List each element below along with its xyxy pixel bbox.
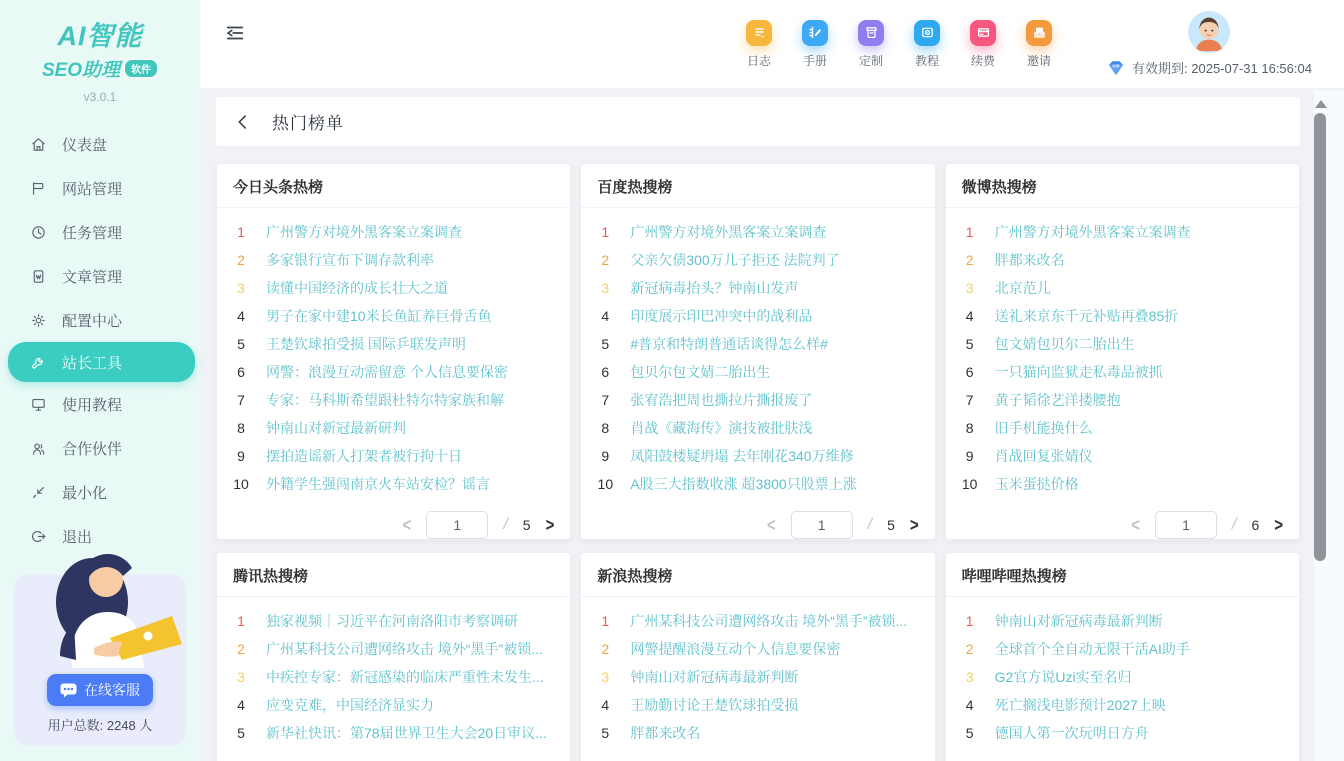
hot-board-card: [216, 552, 571, 761]
hot-item-link[interactable]: 摆拍造谣新人打架者被行拘十日: [266, 448, 462, 464]
board-list: [946, 208, 1299, 498]
hot-item-link[interactable]: 外籍学生强闯南京火车站安检？谣言: [266, 476, 490, 492]
hot-item-link[interactable]: 胖都来改名: [994, 252, 1065, 268]
online-service-button[interactable]: [47, 674, 153, 706]
rank-number: 1: [965, 613, 974, 629]
rank-number: 1: [601, 613, 610, 629]
vip-badge-icon: [1106, 60, 1126, 76]
list-item: [958, 246, 1285, 274]
log-icon: [746, 20, 772, 46]
sidebar-item-label: 配置中心: [62, 312, 123, 330]
sidebar-item-minimize[interactable]: [0, 470, 200, 514]
quick-action-customize[interactable]: [858, 20, 884, 69]
total-pages: 6: [1251, 517, 1260, 533]
chat-bubble-icon: [60, 683, 77, 698]
dashboard-icon: [30, 136, 47, 153]
page-number-input[interactable]: 1: [1155, 511, 1217, 539]
hot-item-link[interactable]: 新冠病毒抬头？钟南山发声: [630, 280, 799, 296]
quick-action-label: 定制: [858, 53, 883, 68]
hot-item-link[interactable]: 包文婧包贝尔二胎出生: [994, 336, 1135, 352]
prev-page-button[interactable]: <: [766, 514, 776, 536]
online-service-label: 在线客服: [84, 682, 140, 698]
rank-number: 5: [601, 725, 610, 741]
hot-item-link[interactable]: 广州某科技公司遭网络攻击 境外“黑手”被锁...: [630, 613, 908, 629]
list-item: [229, 358, 556, 386]
hot-item-link[interactable]: 王励勤讨论王楚钦球拍受损: [630, 697, 799, 713]
rank-number: 5: [601, 336, 610, 352]
quick-action-log[interactable]: [746, 20, 772, 69]
list-item: [229, 386, 556, 414]
hot-item-link[interactable]: 旧手机能换什么: [994, 420, 1093, 436]
list-item: [593, 246, 920, 274]
hot-item-link[interactable]: 广州警方对境外黑客案立案调查: [630, 224, 827, 240]
sidebar-item-article[interactable]: [0, 254, 200, 298]
quick-action-label: 手册: [802, 53, 827, 68]
rank-number: 5: [237, 336, 245, 352]
hot-item-link[interactable]: 王楚钦球拍受损 国际乒联发声明: [266, 336, 466, 352]
hot-boards-grid: [216, 163, 1300, 761]
hot-board-card: [945, 163, 1300, 540]
hot-item-link[interactable]: 专家：马科斯希望跟杜特尔特家族和解: [266, 392, 504, 408]
list-item: [229, 719, 556, 747]
list-item: [958, 386, 1285, 414]
hot-item-link[interactable]: 新华社快讯：第78届世界卫生大会20日审议...: [266, 725, 547, 741]
list-item: [593, 218, 920, 246]
prev-page-button[interactable]: <: [1131, 514, 1140, 536]
hot-board-card: [580, 163, 935, 540]
rank-number: 4: [601, 697, 610, 713]
rank-number: 7: [965, 392, 974, 408]
sidebar-item-label: 任务管理: [62, 224, 123, 242]
rank-number: 5: [237, 725, 245, 741]
hot-board-card: [945, 552, 1300, 761]
hot-item-link[interactable]: 送礼来京东千元补贴再叠85折: [994, 308, 1179, 324]
list-item: [593, 414, 920, 442]
board-header: [946, 553, 1299, 597]
quick-action-label: 教程: [914, 53, 939, 68]
hot-item-link[interactable]: 钟南山对新冠病毒最新判断: [994, 613, 1163, 629]
page-separator: /: [503, 516, 508, 533]
app-version: v3.0.1: [83, 90, 117, 104]
rank-number: 9: [601, 448, 610, 464]
total-pages: 5: [522, 517, 531, 533]
rank-number: 2: [237, 252, 245, 268]
logo-text-secondary: [0, 55, 200, 82]
manual-icon: [802, 20, 828, 46]
rank-number: 4: [237, 308, 245, 324]
sidebar-item-label: 仪表盘: [62, 136, 108, 154]
list-item: [229, 330, 556, 358]
rank-number: 2: [965, 641, 974, 657]
pagination: [217, 498, 570, 539]
board-title: 微博热搜榜: [961, 179, 1037, 196]
rank-number: 1: [965, 224, 974, 240]
hot-item-link[interactable]: #普京和特朗普通话谈得怎么样#: [630, 336, 828, 352]
customer-service-illustration: [14, 528, 186, 676]
rank-number: 3: [601, 280, 610, 296]
usage-tutorial-icon: [30, 396, 47, 413]
list-item: [229, 442, 556, 470]
page-separator: /: [1231, 516, 1237, 533]
page-number-input[interactable]: 1: [426, 511, 488, 539]
quick-action-label: 续费: [970, 53, 995, 68]
sidebar-item-task[interactable]: [0, 210, 200, 254]
rank-number: 9: [237, 448, 245, 464]
rank-number: 1: [237, 613, 245, 629]
list-item: [593, 691, 920, 719]
page-separator: /: [867, 516, 873, 533]
sidebar-item-label: 站长工具: [62, 354, 123, 372]
sidebar-item-dashboard[interactable]: [0, 122, 200, 166]
hot-item-link[interactable]: 男子在家中建10米长鱼缸养巨骨舌鱼: [266, 308, 492, 324]
hot-item-link[interactable]: 钟南山对新冠病毒最新判断: [630, 669, 799, 685]
quick-actions: [746, 20, 1052, 69]
pagination: [581, 498, 934, 539]
rank-number: 6: [601, 364, 610, 380]
board-header: [581, 164, 934, 208]
sidebar-item-label: 合作伙伴: [62, 440, 123, 458]
list-item: [958, 663, 1285, 691]
rank-number: 7: [237, 392, 245, 408]
rank-number: 8: [601, 420, 610, 436]
app-logo: [0, 0, 200, 104]
list-item: [229, 274, 556, 302]
quick-action-label: 邀请: [1026, 53, 1051, 68]
board-list: [581, 597, 934, 747]
rank-number: 10: [233, 476, 249, 492]
rank-number: 3: [965, 669, 974, 685]
rank-number: 3: [601, 669, 610, 685]
hot-board-card: [216, 163, 571, 540]
next-page-button[interactable]: >: [909, 514, 919, 536]
list-item: [593, 719, 920, 747]
board-list: [946, 597, 1299, 747]
collapse-menu-icon: [224, 22, 246, 44]
board-header: [946, 164, 1299, 208]
board-title: 哔哩哔哩热搜榜: [961, 568, 1067, 585]
customer-service-panel: [14, 574, 186, 746]
main-area: [200, 0, 1344, 761]
article-icon: [30, 268, 47, 285]
list-item: [593, 274, 920, 302]
list-item: [229, 218, 556, 246]
quick-action-manual[interactable]: [802, 20, 828, 69]
hot-item-link[interactable]: 肖战《藏海传》演技被批肤浅: [630, 420, 813, 436]
avatar-image: [1188, 11, 1230, 53]
quick-action-label: 日志: [746, 53, 771, 68]
rank-number: 8: [237, 420, 245, 436]
next-page-button[interactable]: >: [545, 514, 555, 536]
total-pages: 5: [887, 517, 895, 533]
back-button[interactable]: [234, 113, 252, 131]
rank-number: 2: [601, 252, 610, 268]
website-icon: [30, 180, 47, 197]
sidebar-item-webmaster-tools[interactable]: [8, 342, 195, 382]
task-icon: [30, 224, 47, 241]
list-item: [229, 302, 556, 330]
board-title: 新浪热搜榜: [597, 568, 673, 585]
list-item: [593, 302, 920, 330]
list-item: [958, 414, 1285, 442]
hot-item-link[interactable]: 包贝尔包文婧二胎出生: [630, 364, 771, 380]
hot-item-link[interactable]: 张宥浩把周也撕拉片撕报废了: [630, 392, 813, 408]
sidebar-item-label: 网站管理: [62, 180, 123, 198]
logo-software-badge: 软件: [124, 59, 158, 78]
board-list: [217, 208, 570, 498]
user-profile: [1100, 11, 1318, 77]
content-area: [200, 88, 1344, 761]
list-item: [958, 358, 1285, 386]
hot-item-link[interactable]: 肖战回复张婧仪: [994, 448, 1093, 464]
hot-item-link[interactable]: 广州警方对境外黑客案立案调查: [994, 224, 1191, 240]
page-number-input[interactable]: 1: [791, 511, 853, 539]
svg-text:VIP: VIP: [1112, 63, 1120, 69]
list-item: [958, 274, 1285, 302]
board-title: 百度热搜榜: [597, 179, 673, 196]
rank-number: 4: [237, 697, 245, 713]
board-header: [581, 553, 934, 597]
quick-action-course[interactable]: [914, 20, 940, 69]
quick-action-renew[interactable]: [970, 20, 996, 69]
rank-number: 4: [965, 697, 974, 713]
list-item: [958, 607, 1285, 635]
list-item: [229, 470, 556, 498]
logo-text-primary: AI智能: [57, 21, 143, 51]
sidebar-item-partners[interactable]: [0, 426, 200, 470]
list-item: [229, 246, 556, 274]
hot-item-link[interactable]: 独家视频｜习近平在河南洛阳市考察调研: [266, 613, 518, 629]
list-item: [958, 218, 1285, 246]
sidebar-item-label: 文章管理: [62, 268, 123, 286]
rank-number: 1: [237, 224, 245, 240]
list-item: [593, 635, 920, 663]
rank-number: 6: [237, 364, 245, 380]
list-item: [593, 442, 920, 470]
hot-board-card: [580, 552, 935, 761]
invite-icon: [1026, 20, 1052, 46]
hot-item-link[interactable]: 凤阳鼓楼疑坍塌 去年刚花340万维修: [630, 448, 854, 464]
list-item: [593, 663, 920, 691]
rank-number: 4: [601, 308, 610, 324]
sidebar-item-label: 使用教程: [62, 396, 123, 414]
hot-item-link[interactable]: 胖都来改名: [630, 725, 701, 741]
hot-item-link[interactable]: G2官方说Uzi实至名归: [994, 669, 1132, 685]
rank-number: 5: [965, 336, 974, 352]
rank-number: 3: [965, 280, 974, 296]
sidebar-item-label: 最小化: [62, 484, 108, 502]
sidebar: [0, 0, 200, 761]
webmaster-tools-icon: [30, 354, 47, 371]
vip-expiry: [1106, 58, 1312, 77]
customize-icon: [858, 20, 884, 46]
course-icon: [914, 20, 940, 46]
list-item: [958, 442, 1285, 470]
list-item: [593, 358, 920, 386]
rank-number: 10: [961, 476, 978, 492]
config-icon: [30, 312, 47, 329]
board-title: 腾讯热搜榜: [233, 568, 309, 585]
renew-icon: [970, 20, 996, 46]
hot-item-link[interactable]: 印度展示印巴冲突中的战利品: [630, 308, 813, 324]
list-item: [229, 607, 556, 635]
hot-item-link[interactable]: 一只猫向监狱走私毒品被抓: [994, 364, 1163, 380]
list-item: [958, 635, 1285, 663]
hot-item-link[interactable]: 父亲欠债300万儿子拒还 法院判了: [630, 252, 840, 268]
quick-action-invite[interactable]: [1026, 20, 1052, 69]
next-page-button[interactable]: >: [1274, 514, 1283, 536]
hot-item-link[interactable]: 网警提醒浪漫互动个人信息要保密: [630, 641, 841, 657]
rank-number: 9: [965, 448, 974, 464]
rank-number: 7: [601, 392, 610, 408]
scrollbar-up-arrow[interactable]: [1315, 100, 1327, 108]
page-title: 热门榜单: [272, 114, 344, 133]
logo-text: SEO助理: [41, 60, 121, 81]
user-total-count: 用户总数: 2248 人: [47, 718, 153, 733]
list-item: [229, 414, 556, 442]
list-item: [229, 663, 556, 691]
list-item: [593, 470, 920, 498]
partners-icon: [30, 440, 47, 457]
board-header: [217, 164, 570, 208]
list-item: [229, 635, 556, 663]
rank-number: 10: [597, 476, 614, 492]
sidebar-item-website[interactable]: [0, 166, 200, 210]
hot-item-link[interactable]: 全球首个全自动无限干活AI助手: [994, 641, 1190, 657]
hot-item-link[interactable]: 广州警方对境外黑客案立案调查: [266, 224, 462, 240]
hot-item-link[interactable]: 中疾控专家：新冠感染的临床严重性未发生...: [266, 669, 544, 685]
rank-number: 3: [237, 669, 245, 685]
minimize-icon: [30, 484, 47, 501]
list-item: [593, 330, 920, 358]
hot-item-link[interactable]: 网警：浪漫互动需留意 个人信息要保密: [266, 364, 508, 380]
list-item: [593, 386, 920, 414]
rank-number: 6: [965, 364, 974, 380]
sidebar-menu: [0, 122, 200, 558]
board-list: [581, 208, 934, 498]
scrollbar-thumb[interactable]: [1314, 113, 1326, 561]
board-list: [217, 597, 570, 747]
list-item: [958, 719, 1285, 747]
rank-number: 3: [237, 280, 245, 296]
vip-expiry-text: 有效期到: 2025-07-31 16:56:04: [1132, 61, 1312, 76]
pagination: [946, 498, 1299, 539]
collapse-sidebar-button[interactable]: [224, 22, 246, 49]
sidebar-item-config[interactable]: [0, 298, 200, 342]
rank-number: 2: [601, 641, 610, 657]
hot-item-link[interactable]: 广州某科技公司遭网络攻击 境外“黑手”被锁...: [266, 641, 543, 657]
hot-item-link[interactable]: 死亡搁浅电影预计2027上映: [994, 697, 1166, 713]
list-item: [593, 607, 920, 635]
rank-number: 4: [965, 308, 974, 324]
rank-number: 8: [965, 420, 974, 436]
hot-item-link[interactable]: 德国人第一次玩明日方舟: [994, 725, 1149, 741]
avatar[interactable]: [1188, 11, 1230, 53]
hot-item-link[interactable]: A股三大指数收涨 超3800只股票上涨: [630, 476, 857, 492]
hot-item-link[interactable]: 钟南山对新冠最新研判: [266, 420, 406, 436]
list-item: [958, 330, 1285, 358]
board-header: [217, 553, 570, 597]
topbar: [200, 0, 1344, 88]
sidebar-item-label: 退出: [62, 528, 93, 546]
list-item: [958, 302, 1285, 330]
rank-number: 2: [965, 252, 974, 268]
list-item: [229, 691, 556, 719]
list-item: [958, 470, 1285, 498]
hot-item-link[interactable]: 多家银行宣布下调存款利率: [266, 252, 434, 268]
hot-item-link[interactable]: 读懂中国经济的成长壮大之道: [266, 280, 448, 296]
rank-number: 5: [965, 725, 974, 741]
back-arrow-icon: [234, 113, 252, 131]
board-title: 今日头条热榜: [233, 179, 324, 196]
list-item: [958, 691, 1285, 719]
hot-item-link[interactable]: 应变克难，中国经济显实力: [266, 697, 434, 713]
hot-item-link[interactable]: 北京范儿: [994, 280, 1051, 296]
sidebar-item-usage-tutorial[interactable]: [0, 382, 200, 426]
hot-item-link[interactable]: 玉米蛋挞价格: [994, 476, 1079, 492]
rank-number: 1: [601, 224, 610, 240]
rank-number: 2: [237, 641, 245, 657]
hot-item-link[interactable]: 黄子韬徐艺洋搂腰抱: [994, 392, 1121, 408]
page-header: [216, 97, 1300, 146]
prev-page-button[interactable]: <: [402, 514, 412, 536]
